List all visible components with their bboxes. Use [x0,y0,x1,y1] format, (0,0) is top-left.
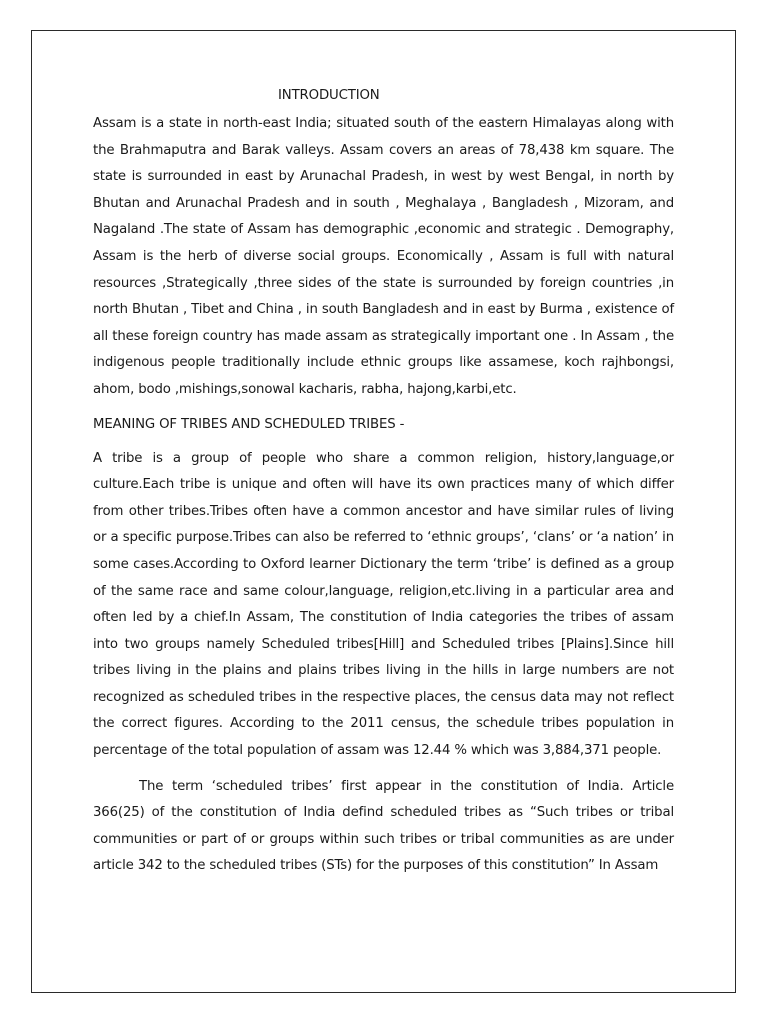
tribe-definition-paragraph: A tribe is a group of people who share a common religion, history,language,or culture.Each tribe is unique and often will have its own practices many of which differ from other tribes.Tribes often have a common ancestor and have similar rules of living or a specific purpose.Tribes can also be referred to ‘ethnic groups’, ‘clans’ or ‘a nation’ in some cases.According to Oxford learner Dictionary the term ‘tribe’ is defined as a group of the same race and same colour,language, religion,etc.living in a particular area and often led by a chief.In Assam, The constitution of India categories the tribes of assam into two groups namely Scheduled tribes[Hill] and Scheduled tribes [Plains].Since hill tribes living in the plains and plains tribes living in the hills in large numbers are not recognized as scheduled tribes in the respective places, the census data may not reflect the correct figures. According to the 2011 census, the schedule tribes population in percentage of the total population of assam was 12.44 % which was 3,884,371 people. [93,450,674,759]
document-title: INTRODUCTION [278,88,380,103]
section-heading: MEANING OF TRIBES AND SCHEDULED TRIBES - [93,416,405,432]
intro-paragraph: Assam is a state in north-east India; situated south of the eastern Himalayas along with the Brahmaputra and Barak valleys. Assam covers an areas of 78,438 km square. The state is surrounded in east by Arunachal Pradesh, in west by west Bengal, in north by Bhutan and Arunachal Pradesh and in south , Meghalaya , Bangladesh , Mizoram, and Nagaland .The state of Assam has demographic ,economic and strategic . Demography, Assam is the herb of diverse social groups. Economically , Assam is full with natural resources ,Strategically ,three sides of the state is surrounded by foreign countries ,in north Bhutan , Tibet and China , in south Bangladesh and in east by Burma , existence of all these foreign country has made assam as strategically important one . In Assam , the indigenous people traditionally include ethnic groups like assamese, koch rajhbongsi, ahom, bodo ,mishings,sonowal kacharis, rabha, hajong,karbi,etc. [93,116,674,397]
document-body [93,84,674,880]
scheduled-tribes-paragraph: The term ‘scheduled tribes’ first appear in the constitution of India. Article 366(25) of the constitution of India defind scheduled tribes as “Such tribes or tribal communities or part of or groups within such tribes or tribal communities as are under article 342 to the scheduled tribes (STs) for the purposes of this constitution” In Assam [93,778,674,874]
